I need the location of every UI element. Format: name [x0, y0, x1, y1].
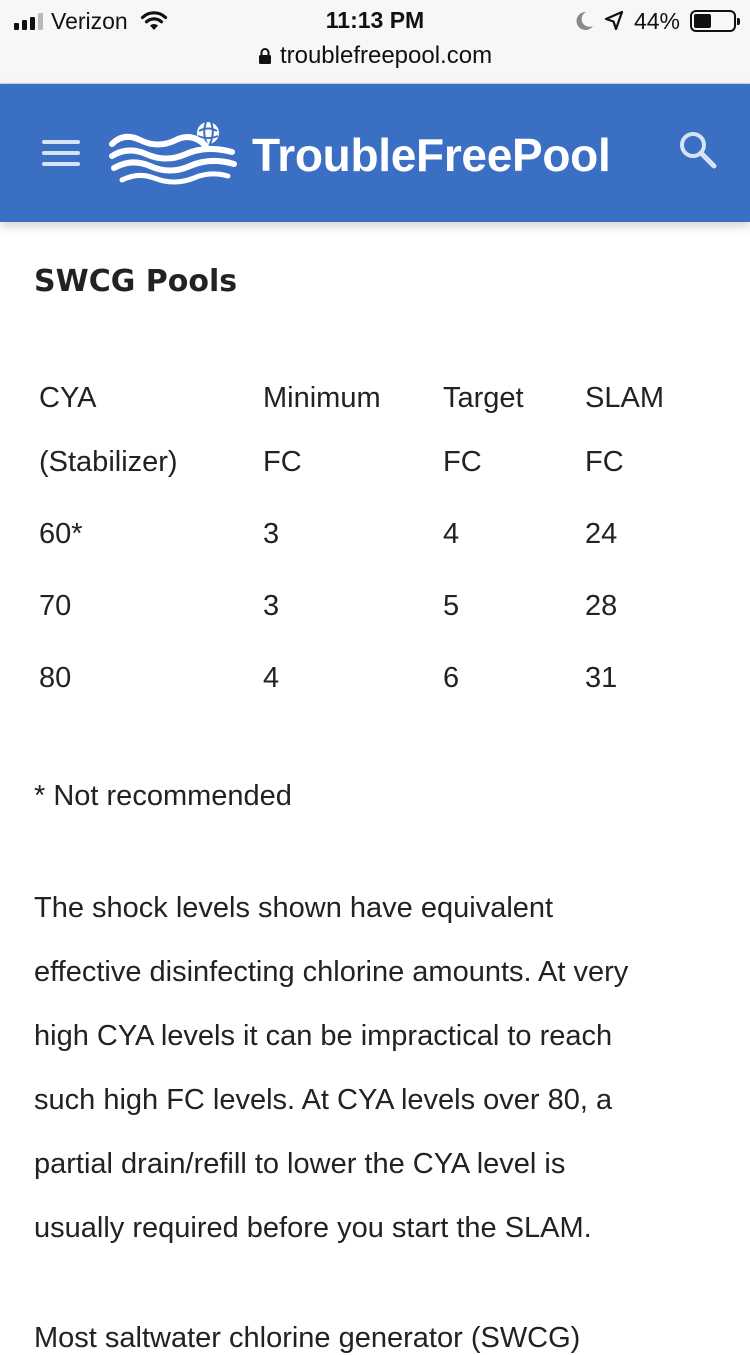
lock-icon	[258, 47, 272, 65]
ios-status-bar	[0, 0, 750, 84]
table-header-cell: FC	[263, 446, 302, 478]
table-cell: 70	[39, 590, 72, 622]
table-cell: 4	[443, 518, 460, 550]
table-cell: 31	[585, 662, 618, 694]
table-header-cell: CYA	[39, 382, 97, 414]
moon-icon	[574, 10, 594, 32]
footnote: * Not recommended	[34, 780, 292, 812]
paragraph-line: high CYA levels it can be impractical to reach	[34, 1020, 613, 1052]
paragraph-line: usually required before you start the SLAM.	[34, 1212, 592, 1244]
table-cell: 4	[263, 662, 280, 694]
hamburger-menu-icon[interactable]	[42, 140, 82, 168]
battery-percent: 44%	[633, 7, 680, 34]
paragraph-line: such high FC levels. At CYA levels over 80, a	[34, 1084, 613, 1116]
section-title: SWCG Pools	[34, 264, 238, 299]
table-cell: 24	[585, 518, 618, 550]
table-header-cell: FC	[585, 446, 624, 478]
table-header-cell: SLAM	[585, 382, 664, 414]
paragraph-line: partial drain/refill to lower the CYA level is	[34, 1148, 566, 1180]
table-cell: 5	[443, 590, 460, 622]
site-header	[0, 84, 750, 222]
table-header-cell: (Stabilizer)	[39, 446, 178, 478]
url-bar[interactable]	[0, 40, 750, 72]
carrier-name: Verizon	[51, 7, 128, 34]
paragraph-line: The shock levels shown have equivalent	[34, 892, 554, 924]
table-cell: 80	[39, 662, 72, 694]
table-header-cell: Minimum	[263, 382, 381, 414]
table-header-cell: FC	[443, 446, 482, 478]
url-text[interactable]: troublefreepool.com	[279, 42, 493, 69]
paragraph-line: effective disinfecting chlorine amounts. At very	[34, 956, 629, 988]
table-cell: 6	[443, 662, 460, 694]
status-time: 11:13 PM	[325, 7, 425, 33]
search-icon[interactable]	[676, 128, 720, 172]
brand-name[interactable]: TroubleFreePool	[252, 129, 611, 181]
table-header-cell: Target	[443, 382, 524, 414]
status-right	[574, 8, 736, 34]
table-cell: 28	[585, 590, 618, 622]
waves-ball-logo-icon[interactable]	[110, 118, 238, 188]
battery-icon	[690, 10, 736, 32]
table-cell: 3	[263, 590, 280, 622]
location-arrow-icon	[604, 10, 624, 32]
next-paragraph-partial: Most saltwater chlorine generator (SWCG)	[34, 1322, 581, 1354]
table-cell: 3	[263, 518, 280, 550]
table-cell: 60*	[39, 518, 83, 550]
battery-fill	[694, 14, 711, 28]
